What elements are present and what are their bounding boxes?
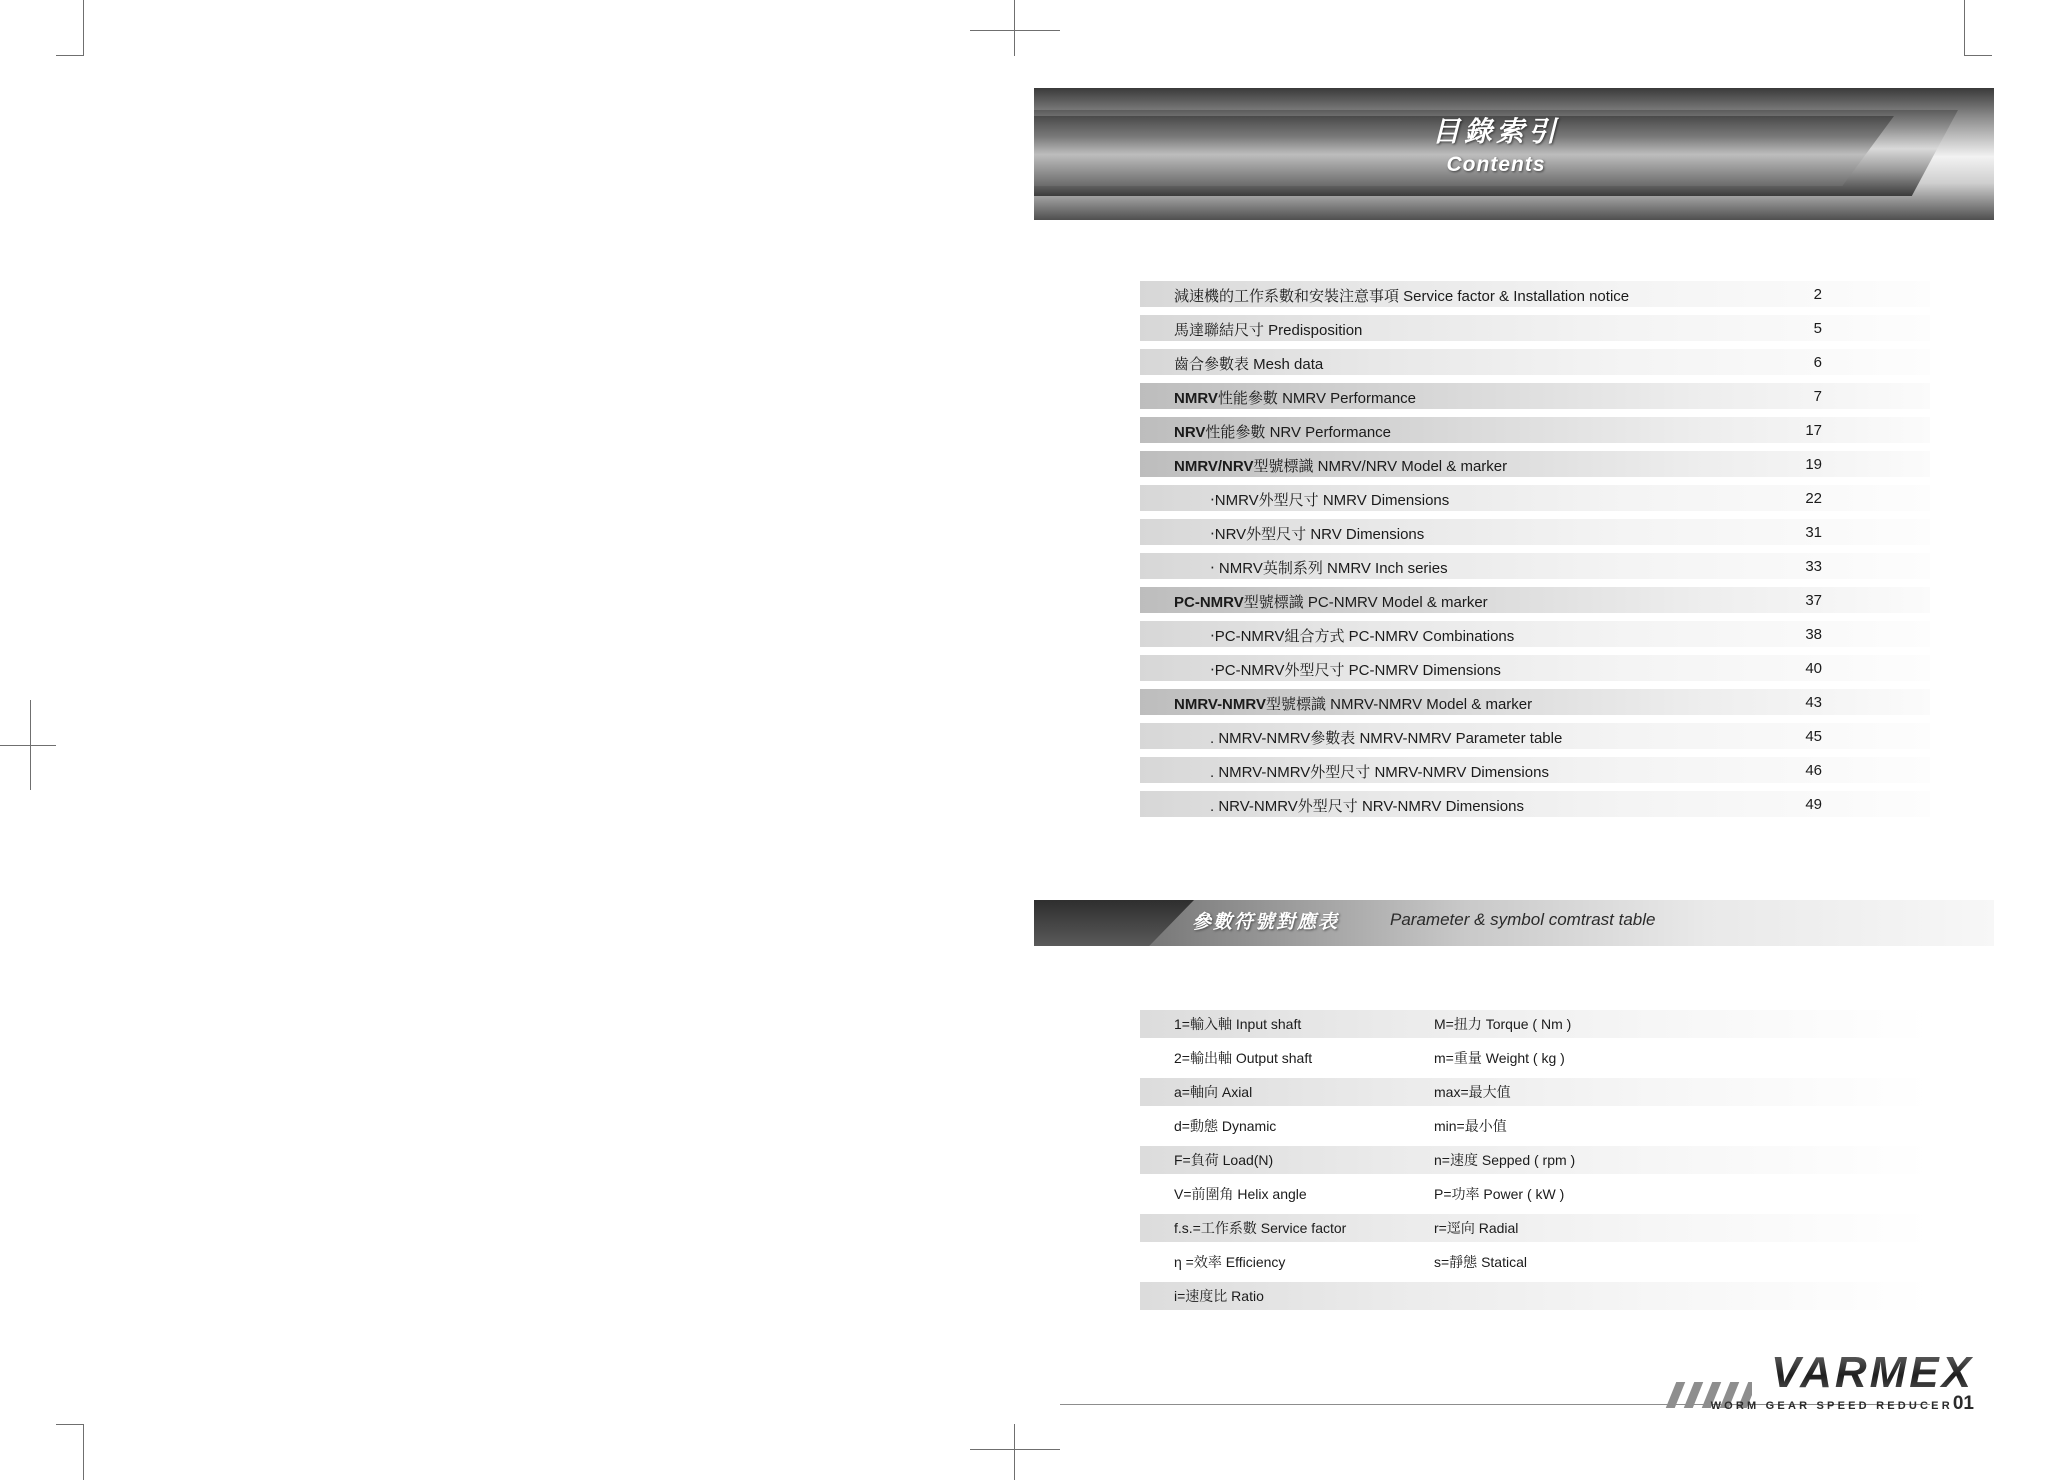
toc-page-number: 5 [1813, 320, 1822, 337]
contents-title-group [1034, 112, 1958, 178]
registration-mark-top-icon [970, 0, 1060, 56]
parameter-row [1140, 1042, 1930, 1076]
toc-row-label: ‧PC-NMRV組合方式 PC-NMRV Combinations [1210, 627, 1515, 645]
parameter-symbol-table [1140, 1008, 1930, 1314]
toc-row-label: ‧ NMRV英制系列 NMRV Inch series [1210, 559, 1448, 577]
contents-title-en: Contents [1446, 153, 1546, 176]
parameter-row [1140, 1144, 1930, 1178]
parameter-title-cn: 參數符號對應表 [1192, 912, 1340, 933]
toc-row-label: ‧NRV外型尺寸 NRV Dimensions [1210, 525, 1425, 543]
toc-page-number: 6 [1813, 354, 1822, 371]
parameter-symbol-right: max=最大值 [1434, 1084, 1511, 1100]
parameter-symbol-left: V=前圍角 Helix angle [1174, 1186, 1307, 1202]
toc-row-label: NMRV-NMRV型號標識 NMRV-NMRV Model & marker [1174, 695, 1533, 713]
crop-mark-top-left-icon [28, 0, 84, 56]
parameter-symbol-right: P=功率 Power ( kW ) [1434, 1186, 1565, 1202]
parameter-symbol-right: r=逕向 Radial [1434, 1220, 1519, 1236]
parameter-symbol-right: M=扭力 Torque ( Nm ) [1434, 1016, 1572, 1032]
toc-row[interactable] [1140, 278, 1930, 312]
toc-row[interactable] [1140, 788, 1930, 822]
parameter-banner [1034, 900, 1994, 946]
toc-row[interactable] [1140, 346, 1930, 380]
toc-page-number: 22 [1805, 490, 1822, 507]
toc-row-label: NMRV/NRV型號標識 NMRV/NRV Model & marker [1174, 457, 1508, 475]
parameter-row [1140, 1178, 1930, 1212]
page-number: 01 [1952, 1393, 1974, 1414]
registration-mark-left-icon [0, 700, 56, 790]
toc-page-number: 38 [1805, 626, 1822, 643]
toc-page-number: 49 [1805, 796, 1822, 813]
parameter-symbol-right: m=重量 Weight ( kg ) [1434, 1050, 1565, 1066]
brand-tagline-group [1674, 1393, 1974, 1414]
parameter-symbol-left: d=動態 Dynamic [1174, 1118, 1277, 1134]
parameter-symbol-left: 2=輸出軸 Output shaft [1174, 1050, 1313, 1066]
parameter-banner-wedge [1034, 900, 1194, 946]
toc-row-label: NRV性能參數 NRV Performance [1174, 423, 1392, 441]
toc-row[interactable] [1140, 482, 1930, 516]
brand-tagline: WORM GEAR SPEED REDUCER [1710, 1400, 1953, 1412]
toc-page-number: 2 [1813, 286, 1822, 303]
toc-row[interactable] [1140, 550, 1930, 584]
parameter-row [1140, 1110, 1930, 1144]
toc-row[interactable] [1140, 448, 1930, 482]
toc-page-number: 7 [1813, 388, 1822, 405]
toc-row-label: . NMRV-NMRV參數表 NMRV-NMRV Parameter table [1210, 729, 1563, 747]
toc-row-label: . NMRV-NMRV外型尺寸 NMRV-NMRV Dimensions [1210, 763, 1549, 781]
toc-row-label: 馬達聯結尺寸 Predisposition [1174, 321, 1363, 339]
crop-mark-bottom-left-icon [28, 1424, 84, 1480]
parameter-symbol-left: F=負荷 Load(N) [1174, 1152, 1274, 1168]
toc-page-number: 45 [1805, 728, 1822, 745]
toc-row-label: NMRV性能參數 NMRV Performance [1174, 389, 1417, 407]
toc-row-label: 減速機的工作系數和安裝注意事項 Service factor & Installation notice [1174, 287, 1630, 305]
parameter-row [1140, 1008, 1930, 1042]
toc-row[interactable] [1140, 686, 1930, 720]
toc-row[interactable] [1140, 516, 1930, 550]
parameter-row [1140, 1212, 1930, 1246]
contents-title-cn: 目錄索引 [1431, 116, 1560, 147]
parameter-symbol-left: a=軸向 Axial [1174, 1084, 1253, 1100]
toc-row[interactable] [1140, 720, 1930, 754]
toc-page-number: 40 [1805, 660, 1822, 677]
toc-row-label: PC-NMRV型號標識 PC-NMRV Model & marker [1174, 593, 1488, 611]
toc-row[interactable] [1140, 754, 1930, 788]
contents-banner [1034, 88, 1994, 220]
toc-row[interactable] [1140, 584, 1930, 618]
brand-name: VARMEX [1674, 1350, 1974, 1396]
toc-row[interactable] [1140, 652, 1930, 686]
toc-row[interactable] [1140, 312, 1930, 346]
crop-mark-top-right-icon [1964, 0, 2020, 56]
parameter-symbol-right: min=最小值 [1434, 1118, 1507, 1134]
parameter-symbol-right: s=靜態 Statical [1434, 1254, 1527, 1270]
parameter-row [1140, 1280, 1930, 1314]
parameter-symbol-left: η =效率 Efficiency [1174, 1254, 1286, 1270]
parameter-symbol-left: i=速度比 Ratio [1174, 1288, 1264, 1304]
toc-row-label: . NRV-NMRV外型尺寸 NRV-NMRV Dimensions [1210, 797, 1524, 815]
toc-page-number: 31 [1805, 524, 1822, 541]
toc-page-number: 33 [1805, 558, 1822, 575]
parameter-symbol-right: n=速度 Sepped ( rpm ) [1434, 1152, 1576, 1168]
parameter-row [1140, 1246, 1930, 1280]
toc-row-label: ‧PC-NMRV外型尺寸 PC-NMRV Dimensions [1210, 661, 1501, 679]
toc-page-number: 46 [1805, 762, 1822, 779]
toc-page-number: 17 [1805, 422, 1822, 439]
parameter-symbol-left: 1=輸入軸 Input shaft [1174, 1016, 1302, 1032]
toc-row-label: ‧NMRV外型尺寸 NMRV Dimensions [1210, 491, 1450, 509]
table-of-contents [1140, 278, 1930, 822]
brand-logo [1674, 1350, 1974, 1422]
toc-row[interactable] [1140, 618, 1930, 652]
toc-page-number: 43 [1805, 694, 1822, 711]
toc-row-label: 齒合參數表 Mesh data [1174, 355, 1324, 373]
registration-mark-bottom-icon [970, 1424, 1060, 1480]
parameter-row-background [1140, 1078, 1930, 1106]
toc-row[interactable] [1140, 380, 1930, 414]
toc-page-number: 19 [1805, 456, 1822, 473]
toc-page-number: 37 [1805, 592, 1822, 609]
parameter-symbol-left: f.s.=工作系數 Service factor [1174, 1220, 1347, 1236]
parameter-row [1140, 1076, 1930, 1110]
toc-row[interactable] [1140, 414, 1930, 448]
parameter-title-en: Parameter & symbol comtrast table [1390, 910, 1656, 929]
